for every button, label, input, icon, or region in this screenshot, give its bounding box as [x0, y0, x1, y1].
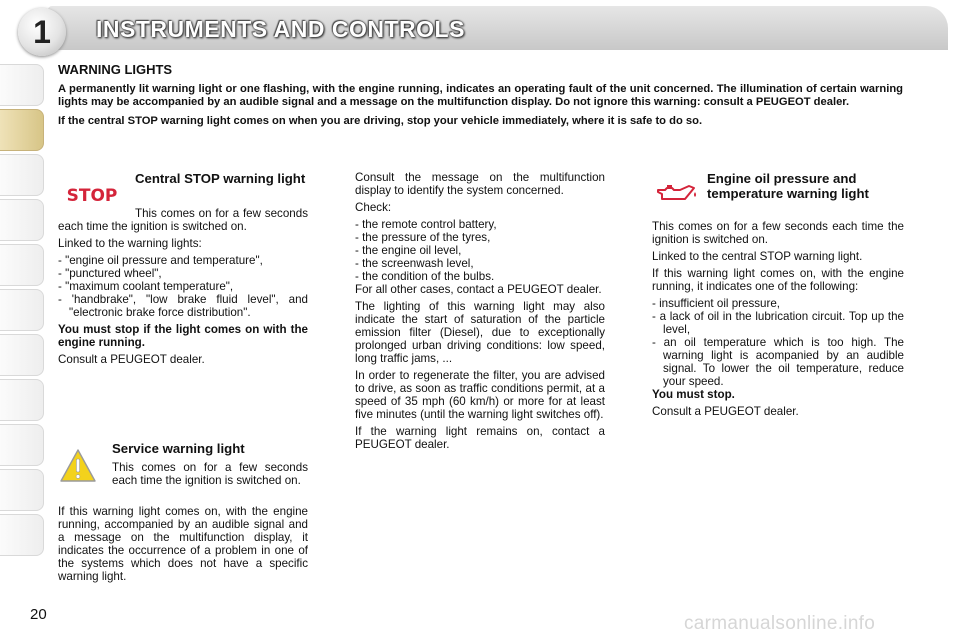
- oil-light-consult: Consult a PEUGEOT dealer.: [652, 405, 799, 418]
- oil-light-body: [652, 220, 904, 422]
- list-item: - an oil temperature which is too high. The warning light is acompanied by an audible signal. To lower the oil temperature, reduce your speed.: [652, 336, 904, 388]
- section-title: WARNING LIGHTS: [58, 62, 173, 77]
- list-item: - "punctured wheel",: [58, 267, 162, 280]
- stop-icon: [58, 186, 126, 204]
- chapter-tab[interactable]: [0, 379, 44, 421]
- oil-light-text: If this warning light comes on, with the engine running, it indicates one of the following:: [652, 267, 904, 293]
- oil-light-title: Engine oil pressure and temperature warning light: [707, 171, 869, 201]
- list-item: - 'handbrake", "low brake fluid level", and "electronic brake force distribution".: [58, 293, 308, 319]
- list-item: - the remote control battery,: [355, 218, 497, 231]
- chapter-tab[interactable]: [0, 154, 44, 196]
- service-light-description: If this warning light comes on, with the engine running, accompanied by an audible signal and a message on the multifunction display, it indicates the occurrence of a problem in one of the systems which does not have a specific warning light.: [58, 505, 308, 583]
- middle-text: Consult the message on the multifunction display to identify the system concerned.: [355, 171, 605, 197]
- stop-light-warning: You must stop if the light comes on with the engine running.: [58, 323, 308, 349]
- list-item: - the condition of the bulbs.: [355, 270, 495, 283]
- list-item: - the pressure of the tyres,: [355, 231, 491, 244]
- check-label: Check:: [355, 201, 392, 214]
- oil-light-text: Linked to the central STOP warning light.: [652, 250, 863, 263]
- check-list: [355, 218, 605, 283]
- stop-light-linked: Linked to the warning lights:: [58, 237, 202, 250]
- oil-light-section: [707, 171, 902, 209]
- oil-can-icon: [652, 180, 698, 204]
- chapter-tabs: [0, 64, 44, 559]
- list-item: - the engine oil level,: [355, 244, 462, 257]
- oil-light-text: This comes on for a few seconds each time the ignition is switched on.: [652, 220, 904, 246]
- stop-light-list: [58, 254, 308, 319]
- stop-light-section: [135, 171, 309, 194]
- chapter-tab[interactable]: [0, 289, 44, 331]
- stop-light-body: [58, 207, 308, 370]
- chapter-tab[interactable]: [0, 469, 44, 511]
- page-title: INSTRUMENTS AND CONTROLS: [96, 16, 465, 42]
- chapter-tab[interactable]: [0, 424, 44, 466]
- list-item: - insufficient oil pressure,: [652, 297, 781, 310]
- service-light-continued: [355, 171, 605, 455]
- chapter-tab[interactable]: [0, 64, 44, 106]
- middle-text: For all other cases, contact a PEUGEOT dealer.: [355, 283, 602, 296]
- chapter-tab-active[interactable]: [0, 109, 44, 151]
- service-warning-icon: [58, 446, 98, 486]
- page-number: 20: [30, 606, 47, 623]
- list-item: - a lack of oil in the lubrication circuit. Top up the level,: [652, 310, 904, 336]
- oil-light-must-stop: You must stop.: [652, 388, 735, 401]
- service-light-section: [112, 441, 308, 491]
- chapter-tab[interactable]: [0, 199, 44, 241]
- list-item: - "engine oil pressure and temperature",: [58, 254, 263, 267]
- intro-paragraph: A permanently lit warning light or one flashing, with the engine running, indicates an operating fault of the unit concerned. The illumination of certain warning lights may be accompanied by an audible signal and a message on the multifunction display. Do not ignore this warning: consult a PEUGEOT dealer.: [58, 83, 903, 108]
- chapter-tab[interactable]: [0, 244, 44, 286]
- list-item: - the screenwash level,: [355, 257, 474, 270]
- chapter-tab[interactable]: [0, 514, 44, 556]
- stop-light-title: Central STOP warning light: [135, 171, 306, 186]
- service-light-text: This comes on for a few seconds each time the ignition is switched on.: [112, 461, 308, 487]
- oil-light-list: [652, 297, 904, 388]
- stop-light-consult: Consult a PEUGEOT dealer.: [58, 353, 205, 366]
- stop-light-text: This comes on for a few seconds each time the ignition is switched on.: [58, 207, 308, 233]
- middle-text: In order to regenerate the filter, you are advised to drive, as soon as traffic conditions permit, at a speed of 35 mph (60 km/h) or more for at least five minutes (until the warning light switches off).: [355, 369, 605, 421]
- service-light-title: Service warning light: [112, 441, 245, 456]
- chapter-tab[interactable]: [0, 334, 44, 376]
- intro-text: [58, 83, 903, 134]
- stop-icon-text: STOP: [66, 186, 118, 204]
- list-item: - "maximum coolant temperature",: [58, 280, 234, 293]
- service-light-body: [58, 505, 308, 587]
- middle-text: If the warning light remains on, contact a PEUGEOT dealer.: [355, 425, 605, 451]
- watermark: carmanualsonline.info: [684, 613, 876, 634]
- chapter-badge: 1: [18, 8, 66, 56]
- middle-text: The lighting of this warning light may also indicate the start of saturation of the particle emission filter (Diesel), due to exceptionally prolonged urban driving conditions: low speed, long traffic jams, ...: [355, 300, 605, 365]
- intro-paragraph: If the central STOP warning light comes on when you are driving, stop your vehicle immediately, where it is safe to do so.: [58, 115, 703, 127]
